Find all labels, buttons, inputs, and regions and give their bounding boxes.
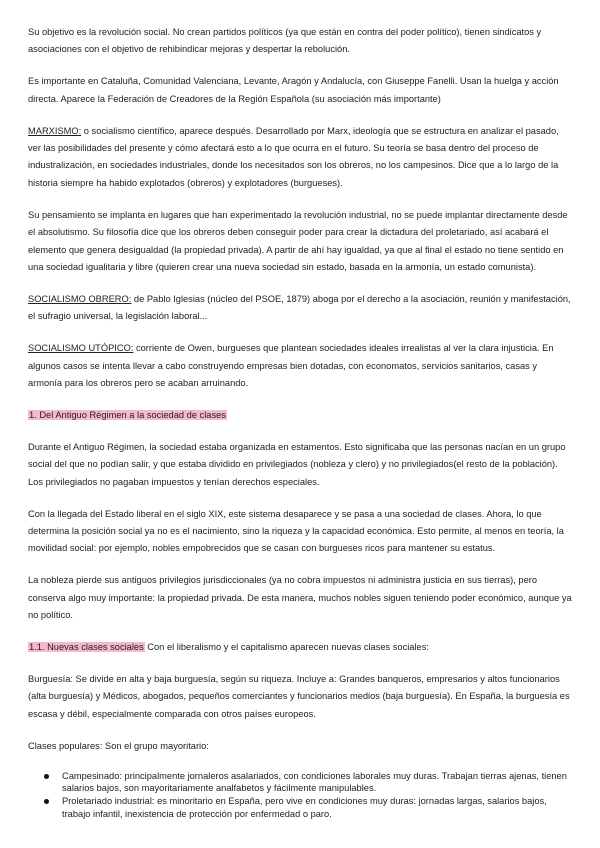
socialismo-utopico-label: SOCIALISMO UTÓPICO: <box>28 343 134 354</box>
list-item-campesinado <box>52 770 572 795</box>
paragraph-anarquismo-objetivo: Su objetivo es la revolución social. No crean partidos políticos (ya que están en contra del poder político), tienen sindicatos y asociaciones con el objetivo de rehibindicar mejoras y despertar la rebolución. <box>28 27 542 55</box>
list-item-text: Campesinado: principalmente jornaleros asalariados, con condiciones laborales muy duras. Trabajan tierras ajenas, tienen salarios bajos, son mayoritariamente analfabetos y fácilmente manipulables. <box>62 770 567 794</box>
paragraph-marxismo-pensamiento: Su pensamiento se implanta en lugares que han experimentado la revolución industrial, no se puede implantar directamente desde el absolutismo. Su filosofía dice que los obreros deben conseguir poder para crear la dictadura del proletariado, así acabará el elemento que genera desigualdad (la propiedad privada). A partir de ahí hay igualdad, ya que al final el estado no tiene sentido en una sociedad igualitaria y libre (quieren crear una nueva sociedad sin estado, basada en la armonía, un estado comunista). <box>28 209 568 272</box>
bullet-icon <box>44 799 49 804</box>
paragraph-clases-populares: Clases populares: Son el grupo mayoritario: <box>28 740 209 751</box>
list-item-proletariado <box>52 795 572 820</box>
section-heading-1-1-text: Con el liberalismo y el capitalismo aparecen nuevas clases sociales: <box>144 641 429 652</box>
socialismo-obrero-label: SOCIALISMO OBRERO: <box>28 293 132 304</box>
paragraph-burguesia: Burguesía: Se divide en alta y baja burguesía, según su riqueza. Incluye a: Grandes banqueros, empresarios y altos funcionarios (alta burguesía) y Médicos, abogados, pequeños comerciantes y funcionarios medios (baja burguesía). En España, la burguesía es escasa y débil, especialmente comparada con otros países europeos. <box>28 673 570 719</box>
section-heading-1-highlight: 1. Del Antiguo Régimen a la sociedad de clases <box>29 409 226 420</box>
marxismo-text: o socialismo científico, aparece después. Desarrollado por Marx, ideología que se estructura en analizar el pasado, ver las posibilidades del presente y cómo afectará esto a lo que ocurra en el futuro. Su teoría se basa dentro del proceso de industralización, en sociedades industriales, donde los necesitados son los obreros, no los campesinos. Dice que a lo largo de la historia siempre ha habido explotados (obreros) y explotadores (burgueses). <box>28 125 559 188</box>
list-item-text: Proletariado industrial: es minoritario en España, pero vive en condiciones muy duras: jornadas largas, salarios bajos, trabajo infantil, inexistencia de protección por enfermedad o paro. <box>62 796 547 819</box>
bullet-icon <box>44 774 49 779</box>
paragraph-socialismo-utopico <box>28 340 572 392</box>
socialismo-utopico-text: corriente de Owen, burgueses que plantean sociedades ideales irrealistas al ver la clara injusticia. En algunos casos se intenta llevar a cabo construyendo empresas bien dotadas, con economatos, servicios sanitarios, casas y armonía para los obreros pero se acaban arruinando. <box>28 343 554 388</box>
paragraph-nobleza: La nobleza pierde sus antiguos privilegios jurisdiccionales (ya no cobra impuestos ni administra justicia en sus tierras), pero conserva algo muy importante: la propiedad privada. De esta manera, muchos nobles siguen teniendo poder económico, aunque ya no político. <box>28 575 572 621</box>
section-heading-1 <box>28 407 572 424</box>
paragraph-socialismo-obrero <box>28 291 572 326</box>
paragraph-marxismo <box>28 123 572 193</box>
paragraph-estado-liberal: Con la llegada del Estado liberal en el siglo XIX, este sistema desaparece y se pasa a una sociedad de clases. Ahora, lo que determina la posición social ya no es el nacimiento, sino la riqueza y la capacidad económica. Esto permite, al menos en teoría, la movilidad social: por ejemplo, nobles empobrecidos que se casan con burgueses ricos para mantener su estatus. <box>28 508 564 554</box>
socialismo-obrero-text: de Pablo Iglesias (núcleo del PSOE, 1879) aboga por el derecho a la asociación, reunión y manifestación, el sufragio universal, la legislación laboral... <box>28 293 571 322</box>
section-heading-1-1-highlight: 1.1. Nuevas clases sociales <box>29 641 144 652</box>
paragraph-anarquismo-regiones: Es importante en Cataluña, Comunidad Valenciana, Levante, Aragón y Andalucía, con Giuseppe Fanelli. Usan la huelga y acción directa. Aparece la Federación de Creadores de la Región Española (su asociación más importante) <box>28 76 559 104</box>
section-heading-1-1 <box>28 639 572 656</box>
paragraph-antiguo-regimen: Durante el Antiguo Régimen, la sociedad estaba organizada en estamentos. Esto significaba que las personas nacían en un grupo social del que no podían salir, y que estaba dividido en privilegiados (nobleza y clero) y no privilegiados(el resto de la población). Los privilegiados no pagaban impuestos y tenían derechos especiales. <box>28 441 566 487</box>
clases-populares-list <box>28 770 572 821</box>
marxismo-label: MARXISMO: <box>28 125 82 136</box>
